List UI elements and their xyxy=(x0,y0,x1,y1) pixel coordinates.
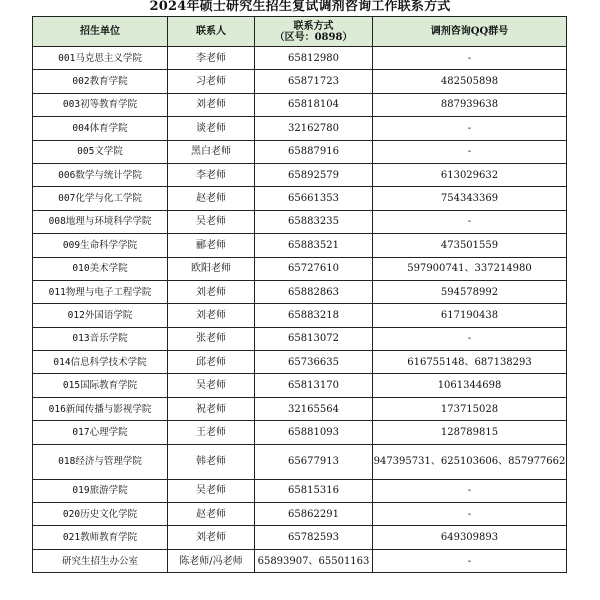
qq-cell: - xyxy=(373,117,567,140)
phone-cell: 65815316 xyxy=(255,479,373,502)
phone-cell: 65883521 xyxy=(255,234,373,257)
table-row xyxy=(33,280,567,303)
qq-cell: 594578992 xyxy=(373,280,567,303)
unit-cell: 012外国语学院 xyxy=(33,304,168,327)
table-row xyxy=(33,444,567,479)
header-unit: 招生单位 xyxy=(33,17,168,47)
table-row xyxy=(33,327,567,350)
contact-cell: 习老师 xyxy=(168,70,255,93)
qq-cell: 616755148、687138293 xyxy=(373,351,567,374)
qq-cell: - xyxy=(373,47,567,70)
phone-cell: 65677913 xyxy=(255,444,373,479)
contact-cell: 李老师 xyxy=(168,47,255,70)
qq-cell: 754343369 xyxy=(373,187,567,210)
qq-cell: 617190438 xyxy=(373,304,567,327)
table-body xyxy=(33,47,567,573)
unit-cell: 013音乐学院 xyxy=(33,327,168,350)
table-row xyxy=(33,70,567,93)
table-row xyxy=(33,234,567,257)
contact-cell: 欧阳老师 xyxy=(168,257,255,280)
qq-cell: - xyxy=(373,210,567,233)
qq-cell: 597900741、337214980 xyxy=(373,257,567,280)
phone-cell: 65883235 xyxy=(255,210,373,233)
unit-cell: 004体育学院 xyxy=(33,117,168,140)
contact-cell: 郦老师 xyxy=(168,234,255,257)
phone-cell: 65661353 xyxy=(255,187,373,210)
unit-cell: 006数学与统计学院 xyxy=(33,163,168,186)
qq-cell: 173715028 xyxy=(373,397,567,420)
contact-cell: 李老师 xyxy=(168,163,255,186)
unit-cell: 008地理与环境科学学院 xyxy=(33,210,168,233)
unit-cell: 005文学院 xyxy=(33,140,168,163)
table-row xyxy=(33,47,567,70)
unit-cell: 014信息科学技术学院 xyxy=(33,351,168,374)
header-contact: 联系人 xyxy=(168,17,255,47)
phone-cell: 65812980 xyxy=(255,47,373,70)
phone-cell: 65782593 xyxy=(255,526,373,549)
qq-cell: 482505898 xyxy=(373,70,567,93)
table-row xyxy=(33,374,567,397)
qq-cell: 887939638 xyxy=(373,93,567,116)
table-row xyxy=(33,117,567,140)
contact-cell: 刘老师 xyxy=(168,93,255,116)
contact-cell: 陈老师/冯老师 xyxy=(168,549,255,572)
qq-cell: - xyxy=(373,140,567,163)
table-row xyxy=(33,503,567,526)
contact-cell: 吴老师 xyxy=(168,479,255,502)
unit-cell: 003初等教育学院 xyxy=(33,93,168,116)
unit-cell: 019旅游学院 xyxy=(33,479,168,502)
unit-cell: 001马克思主义学院 xyxy=(33,47,168,70)
qq-cell: 1061344698 xyxy=(373,374,567,397)
table-row xyxy=(33,140,567,163)
table-header-row xyxy=(33,17,567,47)
unit-cell: 009生命科学学院 xyxy=(33,234,168,257)
page-title: 2024年硕士研究生招生复试调剂咨询工作联系方式 xyxy=(149,0,451,14)
qq-cell: - xyxy=(373,503,567,526)
contact-cell: 韩老师 xyxy=(168,444,255,479)
unit-cell: 016新闻传播与影视学院 xyxy=(33,397,168,420)
unit-cell: 007化学与化工学院 xyxy=(33,187,168,210)
contact-cell: 赵老师 xyxy=(168,187,255,210)
unit-cell: 020历史文化学院 xyxy=(33,503,168,526)
phone-cell: 32162780 xyxy=(255,117,373,140)
table-row xyxy=(33,549,567,572)
phone-cell: 65892579 xyxy=(255,163,373,186)
contact-cell: 张老师 xyxy=(168,327,255,350)
qq-cell: 613029632 xyxy=(373,163,567,186)
phone-cell: 65813170 xyxy=(255,374,373,397)
phone-cell: 65881093 xyxy=(255,421,373,444)
table-row xyxy=(33,304,567,327)
unit-cell: 021教师教育学院 xyxy=(33,526,168,549)
phone-cell: 65818104 xyxy=(255,93,373,116)
contact-cell: 赵老师 xyxy=(168,503,255,526)
qq-cell: - xyxy=(373,327,567,350)
table-row xyxy=(33,210,567,233)
contact-cell: 王老师 xyxy=(168,421,255,444)
contact-cell: 谈老师 xyxy=(168,117,255,140)
table-row xyxy=(33,93,567,116)
unit-cell: 002教育学院 xyxy=(33,70,168,93)
qq-cell: 649309893 xyxy=(373,526,567,549)
qq-cell: 947395731、625103606、857977662 xyxy=(373,444,567,479)
table-row xyxy=(33,421,567,444)
unit-cell: 017心理学院 xyxy=(33,421,168,444)
contact-cell: 刘老师 xyxy=(168,280,255,303)
phone-cell: 65736635 xyxy=(255,351,373,374)
unit-cell: 015国际教育学院 xyxy=(33,374,168,397)
table-row xyxy=(33,479,567,502)
contact-cell: 吴老师 xyxy=(168,374,255,397)
phone-cell: 65882863 xyxy=(255,280,373,303)
header-area-code: （区号：0898） xyxy=(274,31,353,43)
table-row xyxy=(33,257,567,280)
unit-cell: 018经济与管理学院 xyxy=(33,444,168,479)
phone-cell: 65887916 xyxy=(255,140,373,163)
header-qq: 调剂咨询QQ群号 xyxy=(373,17,567,47)
table-row xyxy=(33,163,567,186)
table-row xyxy=(33,397,567,420)
phone-cell: 65883218 xyxy=(255,304,373,327)
qq-cell: 128789815 xyxy=(373,421,567,444)
table-row xyxy=(33,187,567,210)
phone-cell: 65813072 xyxy=(255,327,373,350)
contact-cell: 吴老师 xyxy=(168,210,255,233)
qq-cell: 473501559 xyxy=(373,234,567,257)
unit-cell: 研究生招生办公室 xyxy=(33,549,168,572)
phone-cell: 65727610 xyxy=(255,257,373,280)
contact-table xyxy=(32,16,567,573)
phone-cell: 32165564 xyxy=(255,397,373,420)
contact-cell: 刘老师 xyxy=(168,526,255,549)
table-row xyxy=(33,526,567,549)
contact-cell: 祝老师 xyxy=(168,397,255,420)
header-phone-label: 联系方式 xyxy=(293,20,334,32)
phone-cell: 65862291 xyxy=(255,503,373,526)
phone-cell: 65893907、65501163 xyxy=(255,549,373,572)
contact-cell: 刘老师 xyxy=(168,304,255,327)
contact-cell: 黑白老师 xyxy=(168,140,255,163)
qq-cell: - xyxy=(373,479,567,502)
unit-cell: 010美术学院 xyxy=(33,257,168,280)
phone-cell: 65871723 xyxy=(255,70,373,93)
table-row xyxy=(33,351,567,374)
unit-cell: 011物理与电子工程学院 xyxy=(33,280,168,303)
qq-cell: - xyxy=(373,549,567,572)
contact-cell: 邱老师 xyxy=(168,351,255,374)
header-phone xyxy=(255,17,373,47)
